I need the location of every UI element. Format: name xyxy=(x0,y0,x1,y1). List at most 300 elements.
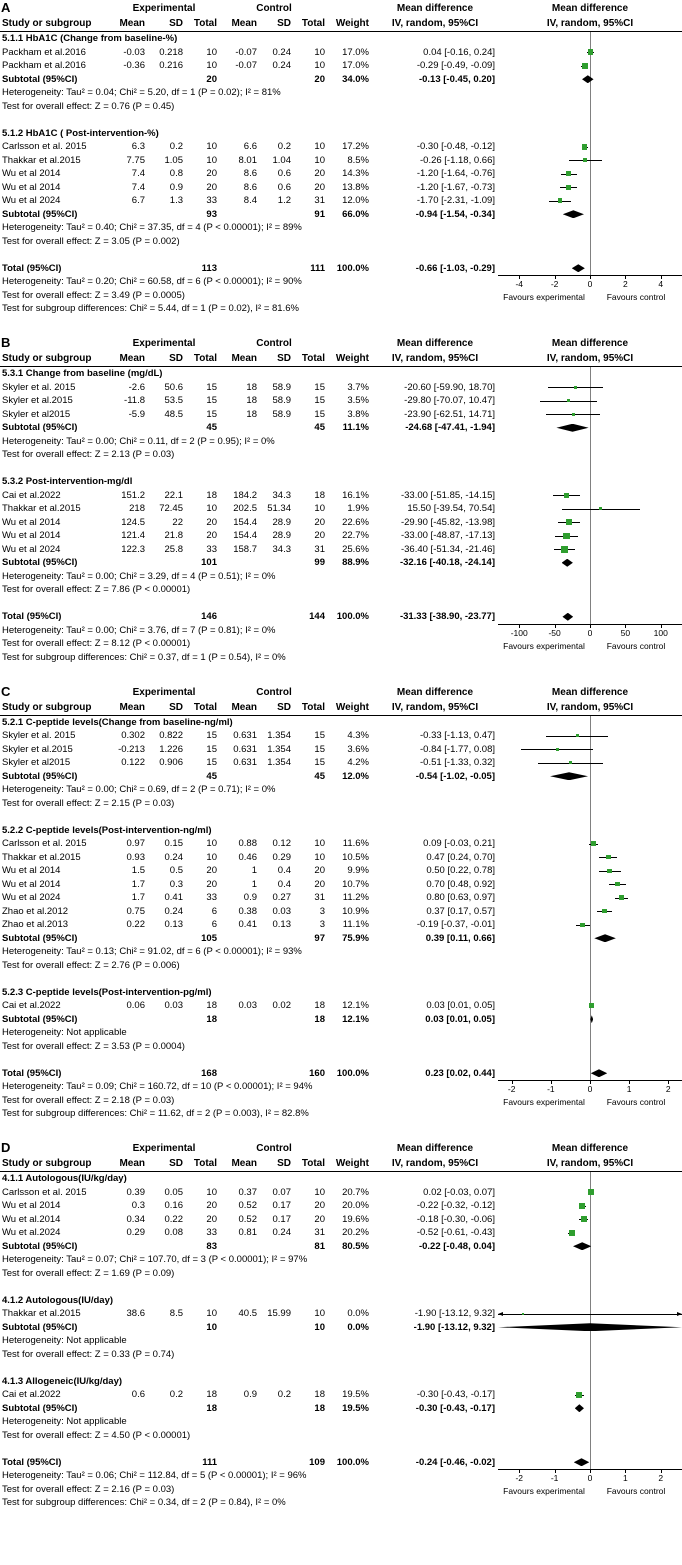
plot-cell xyxy=(498,837,682,851)
total-footer-row xyxy=(0,275,682,321)
study-name: Cai et al.2022 xyxy=(2,1389,61,1400)
point-estimate-square xyxy=(599,507,602,510)
cell-ci: -0.51 [-1.33, 0.32] xyxy=(420,757,495,768)
header-method-plot: IV, random, 95%CI xyxy=(546,701,634,713)
cell-m1: 1.7 xyxy=(131,878,145,890)
zero-line xyxy=(590,113,591,127)
cell-sd1: 0.41 xyxy=(164,892,183,903)
cell-m1: -11.8 xyxy=(124,395,145,406)
zero-line xyxy=(590,1388,591,1402)
plot-cell xyxy=(498,1402,682,1416)
cell-m2: 0.9 xyxy=(243,1389,257,1400)
plot-cell xyxy=(498,716,682,730)
axis-tick-label: 100 xyxy=(653,627,668,638)
zero-line xyxy=(590,221,591,235)
cell-sd1: 0.24 xyxy=(164,905,183,917)
study-name: Wu et al 2024 xyxy=(2,543,61,555)
cell-sd2: 1.354 xyxy=(267,730,291,741)
study-row xyxy=(0,381,682,395)
cell-m2: 18 xyxy=(246,381,257,393)
axis-tick-label: 1 xyxy=(626,1084,632,1094)
cell-n2: 15 xyxy=(314,757,325,768)
pooled-diamond xyxy=(550,772,588,780)
zero-line xyxy=(590,543,591,557)
zero-line xyxy=(590,1040,591,1054)
plot-cell xyxy=(498,824,682,838)
section-title-row xyxy=(0,824,682,838)
header-experimental-label: Experimental xyxy=(132,686,196,698)
cell-w: 10.9% xyxy=(342,905,369,917)
cell-ci: -0.54 [-1.02, -0.05] xyxy=(415,770,495,782)
pooled-row-label: Total (95%CI) xyxy=(2,611,62,622)
study-row xyxy=(0,756,682,770)
study-name: Thakkar et al.2015 xyxy=(2,503,81,514)
zero-line xyxy=(590,556,591,570)
header-effect-text-label: Mean difference xyxy=(396,686,474,698)
cell-sd1: 22 xyxy=(172,516,183,528)
zero-line xyxy=(590,610,591,624)
cell-n1: 18 xyxy=(206,1389,217,1400)
section-title: 5.1.2 HbA1C ( Post-intervention-%) xyxy=(2,127,159,139)
cell-sd1: 0.2 xyxy=(169,1389,183,1400)
cell-ci: 0.37 [0.17, 0.57] xyxy=(426,905,495,917)
footnote: Heterogeneity: Tau² = 0.04; Chi² = 5.20, df = 1 (P = 0.02); I² = 81% xyxy=(2,87,281,98)
subtotal-row xyxy=(0,73,682,87)
cell-m2: 0.52 xyxy=(238,1213,257,1225)
zero-line xyxy=(590,716,591,730)
section-title-row xyxy=(0,367,682,381)
cell-n2: 10 xyxy=(314,1321,325,1333)
study-name: Carlsson et al. 2015 xyxy=(2,1186,87,1198)
pooled-row-label: Subtotal (95%CI) xyxy=(2,1240,78,1252)
cell-m1: 7.4 xyxy=(131,168,145,179)
header-ctl-mean: Mean xyxy=(231,353,257,364)
pooled-diamond xyxy=(573,1242,591,1250)
pooled-row-label: Subtotal (95%CI) xyxy=(2,557,78,568)
cell-n1: 101 xyxy=(201,557,217,568)
cell-n1: 15 xyxy=(206,730,217,741)
study-name: Wu et al 2014 xyxy=(2,181,61,193)
plot-cell xyxy=(498,597,682,611)
study-name: Cai et al.2022 xyxy=(2,1000,61,1011)
study-row xyxy=(0,864,682,878)
cell-ci: -0.13 [-0.45, 0.20] xyxy=(418,73,495,85)
favours-labels xyxy=(498,292,682,302)
footnote-row xyxy=(0,583,682,597)
cell-n1: 45 xyxy=(206,422,217,433)
subtotal-row xyxy=(0,1240,682,1254)
cell-m2: 8.6 xyxy=(243,168,257,179)
cell-m2: 202.5 xyxy=(233,503,257,514)
study-name: Wu et al 2014 xyxy=(2,1200,61,1211)
cell-ci: 0.03 [0.01, 0.05] xyxy=(426,1000,495,1011)
spacer-row xyxy=(0,810,682,824)
cell-m2: 158.7 xyxy=(233,543,257,555)
section-title-row xyxy=(0,32,682,46)
cell-sd1: 1.3 xyxy=(169,195,183,206)
footnote: Test for overall effect: Z = 1.69 (P = 0.09) xyxy=(2,1267,175,1279)
cell-n2: 3 xyxy=(319,905,325,917)
study-row xyxy=(0,489,682,503)
study-name: Skyler et al.2015 xyxy=(2,743,73,755)
zero-line xyxy=(590,235,591,249)
header-exp-mean: Mean xyxy=(119,18,145,29)
footnote: Heterogeneity: Not applicable xyxy=(2,1027,127,1038)
header-cols-row xyxy=(0,351,682,367)
cell-n1: 45 xyxy=(206,770,217,782)
cell-m1: 1.5 xyxy=(131,865,145,876)
pooled-diamond xyxy=(572,264,585,272)
zero-line xyxy=(590,770,591,784)
cell-m1: 6.3 xyxy=(131,141,145,152)
zero-line xyxy=(590,959,591,973)
study-name: Cai et al.2022 xyxy=(2,489,61,501)
plot-cell xyxy=(498,743,682,757)
study-name: Packham et al.2016 xyxy=(2,60,86,71)
cell-ci: -0.52 [-0.61, -0.43] xyxy=(416,1227,495,1238)
cell-m2: 40.5 xyxy=(238,1308,257,1319)
cell-n2: 18 xyxy=(314,1389,325,1400)
ci-line xyxy=(498,1314,682,1315)
cell-sd2: 0.4 xyxy=(277,878,291,890)
cell-n1: 33 xyxy=(206,892,217,903)
pooled-row-label: Subtotal (95%CI) xyxy=(2,1013,78,1025)
section-title: 5.3.1 Change from baseline (mg/dL) xyxy=(2,368,163,379)
header-exp-sd: SD xyxy=(169,353,183,364)
zero-line xyxy=(590,1442,591,1456)
forest-panel-B xyxy=(0,335,682,670)
study-row xyxy=(0,1199,682,1213)
study-row xyxy=(0,1226,682,1240)
panel-letter: B xyxy=(1,335,11,350)
cell-n1: 10 xyxy=(206,838,217,849)
pooled-diamond xyxy=(556,424,588,432)
pooled-row-label: Subtotal (95%CI) xyxy=(2,73,78,85)
cell-m1: 122.3 xyxy=(121,543,145,555)
cell-sd1: 0.218 xyxy=(159,46,183,58)
cell-w: 10.5% xyxy=(342,851,369,863)
cell-ci: 0.80 [0.63, 0.97] xyxy=(426,892,495,903)
cell-sd2: 1.354 xyxy=(267,757,291,768)
plot-cell xyxy=(498,891,682,905)
footnote-line: Test for subgroup differences: Chi² = 0.37, df = 1 (P = 0.54), I² = 0% xyxy=(2,651,286,663)
zero-line xyxy=(590,421,591,435)
study-name: Wu et al 2024 xyxy=(2,892,61,903)
plot-cell xyxy=(498,972,682,986)
zero-line xyxy=(590,140,591,154)
zero-line xyxy=(590,905,591,919)
header-ctl-sd: SD xyxy=(277,701,291,713)
cell-m2: 0.631 xyxy=(233,743,257,755)
cell-m1: 0.122 xyxy=(121,757,145,768)
header-experimental-label: Experimental xyxy=(132,338,196,349)
axis-tick-label: 0 xyxy=(587,1473,593,1483)
header-exp-sd: SD xyxy=(169,18,183,29)
cell-n2: 18 xyxy=(314,1000,325,1011)
pooled-row-label: Subtotal (95%CI) xyxy=(2,208,78,220)
section-title-row xyxy=(0,1172,682,1186)
cell-n1: 20 xyxy=(206,1213,217,1225)
cell-m1: 121.4 xyxy=(121,530,145,541)
zero-line xyxy=(590,462,591,476)
footnote: Heterogeneity: Tau² = 0.00; Chi² = 0.11, df = 2 (P = 0.95); I² = 0% xyxy=(2,435,275,447)
pooled-diamond xyxy=(574,1458,590,1466)
plot-cell xyxy=(498,770,682,784)
footnote-line: Test for overall effect: Z = 8.12 (P < 0.00001) xyxy=(2,638,191,649)
zero-line xyxy=(590,1294,591,1308)
cell-sd1: 8.5 xyxy=(169,1308,183,1319)
plot-cell xyxy=(498,1294,682,1308)
cell-n1: 33 xyxy=(206,195,217,206)
cell-ci: -33.00 [-48.87, -17.13] xyxy=(400,530,495,541)
zero-line xyxy=(590,824,591,838)
subtotal-row xyxy=(0,1321,682,1335)
cell-n1: 10 xyxy=(206,46,217,58)
cell-m2: 184.2 xyxy=(233,489,257,501)
axis-tick-label: -2 xyxy=(550,279,559,289)
zero-line xyxy=(590,864,591,878)
header-control-label: Control xyxy=(256,338,292,349)
study-name: Thakkar et al.2015 xyxy=(2,154,81,166)
plot-cell xyxy=(498,1307,682,1321)
cell-n1: 20 xyxy=(206,168,217,179)
cell-ci: -29.80 [-70.07, 10.47] xyxy=(404,395,495,406)
total-row xyxy=(0,262,682,276)
zero-line xyxy=(590,167,591,181)
footnote: Test for overall effect: Z = 0.76 (P = 0.45) xyxy=(2,100,175,112)
footnote-row xyxy=(0,435,682,449)
cell-n2: 15 xyxy=(314,395,325,406)
subtotal-row xyxy=(0,1013,682,1027)
plot-cell xyxy=(498,1253,682,1267)
header-exp-sd: SD xyxy=(169,1158,183,1169)
cell-sd1: 25.8 xyxy=(164,543,183,555)
plot-cell xyxy=(498,381,682,395)
footnote: Heterogeneity: Not applicable xyxy=(2,1335,127,1346)
cell-n1: 111 xyxy=(202,1456,217,1468)
cell-w: 19.5% xyxy=(342,1389,369,1400)
cell-m1: 0.06 xyxy=(126,1000,145,1011)
spacer-row xyxy=(0,248,682,262)
ci-arrow-left xyxy=(498,1312,503,1316)
footnote-row xyxy=(0,570,682,584)
zero-line xyxy=(590,262,591,276)
cell-ci: 0.23 [0.02, 0.44] xyxy=(425,1067,495,1079)
cell-n2: 91 xyxy=(314,208,325,220)
cell-m2: 0.81 xyxy=(238,1227,257,1238)
plot-cell xyxy=(498,583,682,597)
cell-w: 3.7% xyxy=(347,381,369,393)
cell-m1: 0.93 xyxy=(126,851,145,863)
zero-line xyxy=(590,475,591,489)
total-footer-row xyxy=(0,1080,682,1126)
header-effect-text-label: Mean difference xyxy=(396,3,474,14)
forest-panel-C xyxy=(0,684,682,1127)
header-control-label: Control xyxy=(256,3,292,14)
cell-n2: 10 xyxy=(314,1308,325,1319)
spacer-row xyxy=(0,1442,682,1456)
cell-sd1: 1.226 xyxy=(159,743,183,755)
cell-w: 19.6% xyxy=(342,1213,369,1225)
zero-line xyxy=(590,986,591,1000)
cell-n2: 97 xyxy=(314,932,325,944)
study-name: Carlsson et al. 2015 xyxy=(2,838,87,849)
study-row xyxy=(0,918,682,932)
footnote: Test for overall effect: Z = 0.33 (P = 0.74) xyxy=(2,1348,175,1360)
forest-panel-D xyxy=(0,1140,682,1515)
header-effect-plot-label: Mean difference xyxy=(551,3,629,14)
cell-w: 8.5% xyxy=(347,154,369,166)
header-method-text: IV, random, 95%CI xyxy=(391,1158,479,1169)
section-title: 4.1.3 Allogeneic(IU/kg/day) xyxy=(2,1375,123,1387)
header-weight: Weight xyxy=(335,1158,369,1169)
point-estimate-square xyxy=(556,748,559,751)
plot-cell xyxy=(498,1348,682,1362)
footnote-row xyxy=(0,797,682,811)
cell-n2: 10 xyxy=(314,838,325,849)
plot-cell xyxy=(498,1067,682,1081)
header-method-text: IV, random, 95%CI xyxy=(391,701,479,713)
footnote: Heterogeneity: Tau² = 0.13; Chi² = 91.02, df = 6 (P < 0.00001); I² = 93% xyxy=(2,946,302,957)
plot-cell xyxy=(498,127,682,141)
cell-n2: 144 xyxy=(309,611,325,622)
footnote-row xyxy=(0,1267,682,1281)
plot-cell xyxy=(498,1415,682,1429)
plot-cell xyxy=(498,1040,682,1054)
cell-n1: 10 xyxy=(206,851,217,863)
footnote-row xyxy=(0,1415,682,1429)
header-method-text: IV, random, 95%CI xyxy=(391,18,479,29)
header-exp-total: Total xyxy=(193,1158,217,1169)
section-title: 5.3.2 Post-intervention-mg/dl xyxy=(2,476,133,487)
axis-area xyxy=(498,1080,682,1126)
cell-m2: 0.9 xyxy=(243,892,257,903)
pooled-diamond xyxy=(562,613,573,621)
section-title: 5.2.2 C-peptide levels(Post-intervention-ng/ml) xyxy=(2,824,212,836)
cell-ci: -0.94 [-1.54, -0.34] xyxy=(415,208,495,220)
cell-ci: 0.04 [-0.16, 0.24] xyxy=(423,46,495,58)
cell-sd1: 0.3 xyxy=(169,878,183,890)
zero-line xyxy=(590,1456,591,1470)
cell-w: 20.0% xyxy=(342,1200,369,1211)
axis-tick-label: 50 xyxy=(620,627,631,638)
cell-n2: 10 xyxy=(314,1186,325,1198)
footnote-line: Test for overall effect: Z = 3.49 (P = 0.0005) xyxy=(2,289,185,301)
plot-cell xyxy=(498,1199,682,1213)
point-estimate-square xyxy=(607,869,611,873)
header-method-text: IV, random, 95%CI xyxy=(391,353,479,364)
cell-sd2: 28.9 xyxy=(272,530,291,541)
study-row xyxy=(0,167,682,181)
cell-w: 4.3% xyxy=(347,730,369,741)
cell-n2: 20 xyxy=(314,1200,325,1211)
zero-line xyxy=(590,1026,591,1040)
cell-n2: 15 xyxy=(314,381,325,393)
plot-cell xyxy=(498,194,682,208)
cell-sd2: 0.02 xyxy=(272,1000,291,1011)
cell-ci: -1.90 [-13.12, 9.32] xyxy=(414,1308,495,1319)
plot-cell xyxy=(498,140,682,154)
cell-m2: 1 xyxy=(251,865,257,876)
axis-area xyxy=(498,1469,682,1515)
favours-labels xyxy=(498,1097,682,1107)
cell-ci: -0.26 [-1.18, 0.66] xyxy=(420,154,495,166)
cell-ci: 0.39 [0.11, 0.66] xyxy=(425,932,495,944)
cell-n2: 10 xyxy=(314,60,325,71)
cell-sd2: 0.07 xyxy=(272,1186,291,1198)
cell-n2: 10 xyxy=(314,851,325,863)
cell-m1: 124.5 xyxy=(121,516,145,528)
header-group-row xyxy=(0,1,682,16)
plot-cell xyxy=(498,1053,682,1067)
plot-cell xyxy=(498,529,682,543)
favours-right-label: Favours control xyxy=(606,1097,666,1107)
plot-cell xyxy=(498,86,682,100)
zero-line xyxy=(590,194,591,208)
cell-ci: 0.50 [0.22, 0.78] xyxy=(426,865,495,876)
cell-w: 100.0% xyxy=(336,611,369,622)
plot-cell xyxy=(498,408,682,422)
cell-w: 100.0% xyxy=(336,262,369,274)
cell-sd2: 58.9 xyxy=(272,395,291,406)
header-ctl-total: Total xyxy=(301,701,325,713)
section-title: 5.1.1 HbA1C (Change from baseline-%) xyxy=(2,33,178,44)
plot-cell xyxy=(498,756,682,770)
cell-sd1: 0.24 xyxy=(164,851,183,863)
cell-w: 20.7% xyxy=(342,1186,369,1198)
zero-line xyxy=(590,583,591,597)
cell-sd2: 28.9 xyxy=(272,516,291,528)
header-study-col: Study or subgroup xyxy=(2,353,92,364)
cell-n1: 33 xyxy=(206,1227,217,1238)
cell-w: 0.0% xyxy=(347,1308,369,1319)
cell-m2: 0.38 xyxy=(238,905,257,917)
cell-ci: -1.20 [-1.67, -0.73] xyxy=(416,181,495,193)
study-row xyxy=(0,543,682,557)
cell-sd1: 0.2 xyxy=(169,141,183,152)
point-estimate-square xyxy=(606,855,610,859)
section-title-row xyxy=(0,475,682,489)
plot-cell xyxy=(498,448,682,462)
point-estimate-square xyxy=(569,761,572,764)
study-row xyxy=(0,502,682,516)
plot-cell xyxy=(498,1226,682,1240)
study-name: Zhao et al.2012 xyxy=(2,905,69,917)
favours-labels xyxy=(498,1486,682,1496)
cell-n1: 15 xyxy=(206,743,217,755)
cell-ci: -0.30 [-0.43, -0.17] xyxy=(416,1389,495,1400)
plot-cell xyxy=(498,986,682,1000)
cell-m2: -0.07 xyxy=(235,46,257,58)
cell-n1: 10 xyxy=(206,1321,217,1333)
cell-ci: -0.84 [-1.77, 0.08] xyxy=(420,743,495,755)
plot-cell xyxy=(498,945,682,959)
zero-line xyxy=(590,1348,591,1362)
header-ctl-total: Total xyxy=(301,18,325,29)
cell-ci: -33.00 [-51.85, -14.15] xyxy=(400,489,495,501)
zero-line xyxy=(590,448,591,462)
plot-cell xyxy=(498,1442,682,1456)
cell-m1: 0.97 xyxy=(126,838,145,849)
axis-tick-label: 0 xyxy=(587,279,593,289)
cell-ci: -20.60 [-59.90, 18.70] xyxy=(404,381,495,393)
footnote: Heterogeneity: Tau² = 0.40; Chi² = 37.35, df = 4 (P < 0.00001); I² = 89% xyxy=(2,222,302,233)
zero-line xyxy=(590,1199,591,1213)
zero-line xyxy=(590,1334,591,1348)
cell-n1: 20 xyxy=(206,73,217,85)
zero-line xyxy=(590,1053,591,1067)
forest-panel-A xyxy=(0,0,682,321)
